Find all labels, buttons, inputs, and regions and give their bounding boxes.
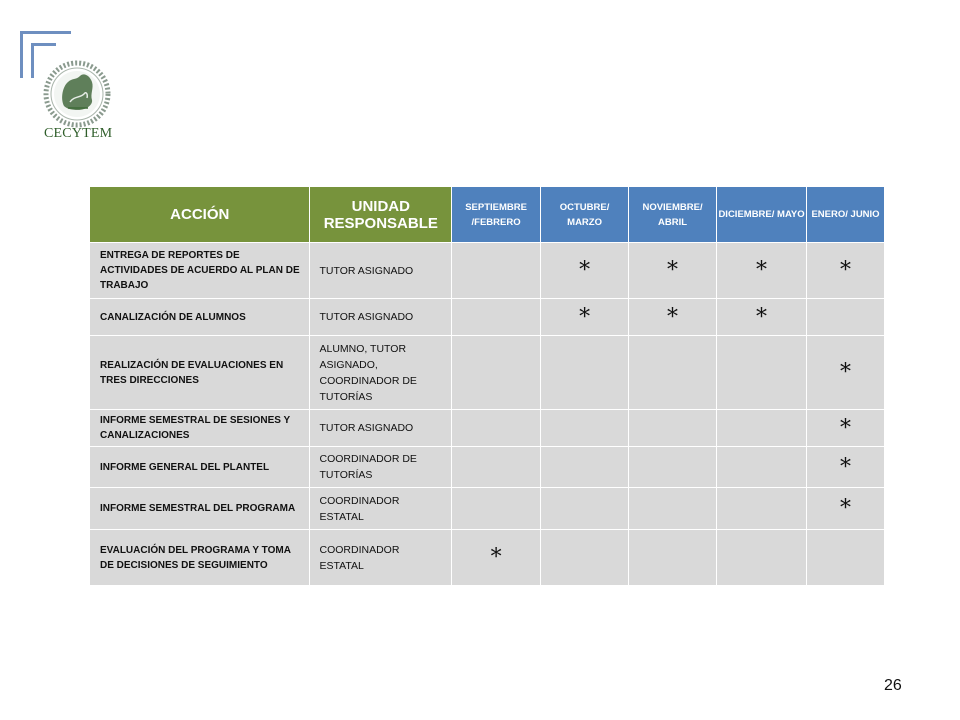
cell-accion: EVALUACIÓN DEL PROGRAMA Y TOMA DE DECISIONES DE SEGUIMIENTO <box>90 530 310 586</box>
table-row <box>90 488 885 530</box>
cell-mark <box>717 410 807 447</box>
cell-mark <box>717 336 807 410</box>
cell-mark <box>629 488 717 530</box>
cell-mark <box>541 530 629 586</box>
cell-mark: * <box>629 243 717 299</box>
cell-responsable: TUTOR ASIGNADO <box>310 243 452 299</box>
cell-mark <box>452 336 541 410</box>
table-row <box>90 299 885 336</box>
header-enero-junio: ENERO/ JUNIO <box>807 187 885 243</box>
table-row <box>90 447 885 488</box>
schedule-table <box>89 186 885 586</box>
cell-mark <box>717 447 807 488</box>
cell-mark <box>629 336 717 410</box>
cecytem-logo-text: CECYTEM <box>44 126 113 141</box>
cell-mark <box>629 410 717 447</box>
cell-responsable: TUTOR ASIGNADO <box>310 299 452 336</box>
cell-mark <box>541 488 629 530</box>
cell-mark: * <box>452 530 541 586</box>
cell-mark: * <box>541 243 629 299</box>
cell-mark: * <box>807 488 885 530</box>
cell-mark <box>541 336 629 410</box>
cell-mark <box>452 488 541 530</box>
header-octubre-marzo: OCTUBRE/ MARZO <box>541 187 629 243</box>
cell-mark <box>452 299 541 336</box>
cell-mark <box>452 243 541 299</box>
cell-responsable: COORDINADOR DE TUTORÍAS <box>310 447 452 488</box>
cell-mark <box>807 530 885 586</box>
cell-accion: INFORME GENERAL DEL PLANTEL <box>90 447 310 488</box>
cell-accion: INFORME SEMESTRAL DEL PROGRAMA <box>90 488 310 530</box>
header-noviembre-abril: NOVIEMBRE/ ABRIL <box>629 187 717 243</box>
cell-responsable: COORDINADOR ESTATAL <box>310 488 452 530</box>
cell-accion: REALIZACIÓN DE EVALUACIONES EN TRES DIRECCIONES <box>90 336 310 410</box>
cell-mark <box>717 530 807 586</box>
cell-mark: * <box>717 299 807 336</box>
cell-responsable: ALUMNO, TUTOR ASIGNADO, COORDINADOR DE TUTORÍAS <box>310 336 452 410</box>
header-accion: ACCIÓN <box>90 187 310 243</box>
cell-responsable: TUTOR ASIGNADO <box>310 410 452 447</box>
cell-mark <box>541 447 629 488</box>
cell-mark <box>452 447 541 488</box>
cell-mark <box>629 530 717 586</box>
cell-mark: * <box>807 447 885 488</box>
cell-mark: * <box>807 243 885 299</box>
cell-mark <box>717 488 807 530</box>
table-row <box>90 410 885 447</box>
cell-mark: * <box>807 410 885 447</box>
cell-mark: * <box>807 336 885 410</box>
table-header-row <box>90 187 885 243</box>
cell-mark: * <box>717 243 807 299</box>
header-diciembre-mayo: DICIEMBRE/ MAYO <box>717 187 807 243</box>
cell-mark <box>541 410 629 447</box>
cell-mark <box>452 410 541 447</box>
cell-responsable: COORDINADOR ESTATAL <box>310 530 452 586</box>
table-row <box>90 530 885 586</box>
page-number: 26 <box>884 677 902 694</box>
cell-accion: ENTREGA DE REPORTES DE ACTIVIDADES DE ACUERDO AL PLAN DE TRABAJO <box>90 243 310 299</box>
cell-mark <box>629 447 717 488</box>
header-septiembre-febrero: SEPTIEMBRE /FEBRERO <box>452 187 541 243</box>
cell-mark <box>807 299 885 336</box>
header-unidad-responsable: UNIDAD RESPONSABLE <box>310 187 452 243</box>
table-row <box>90 243 885 299</box>
cell-accion: INFORME SEMESTRAL DE SESIONES Y CANALIZACIONES <box>90 410 310 447</box>
table-row <box>90 336 885 410</box>
cell-accion: CANALIZACIÓN DE ALUMNOS <box>90 299 310 336</box>
cell-mark: * <box>629 299 717 336</box>
cell-mark: * <box>541 299 629 336</box>
